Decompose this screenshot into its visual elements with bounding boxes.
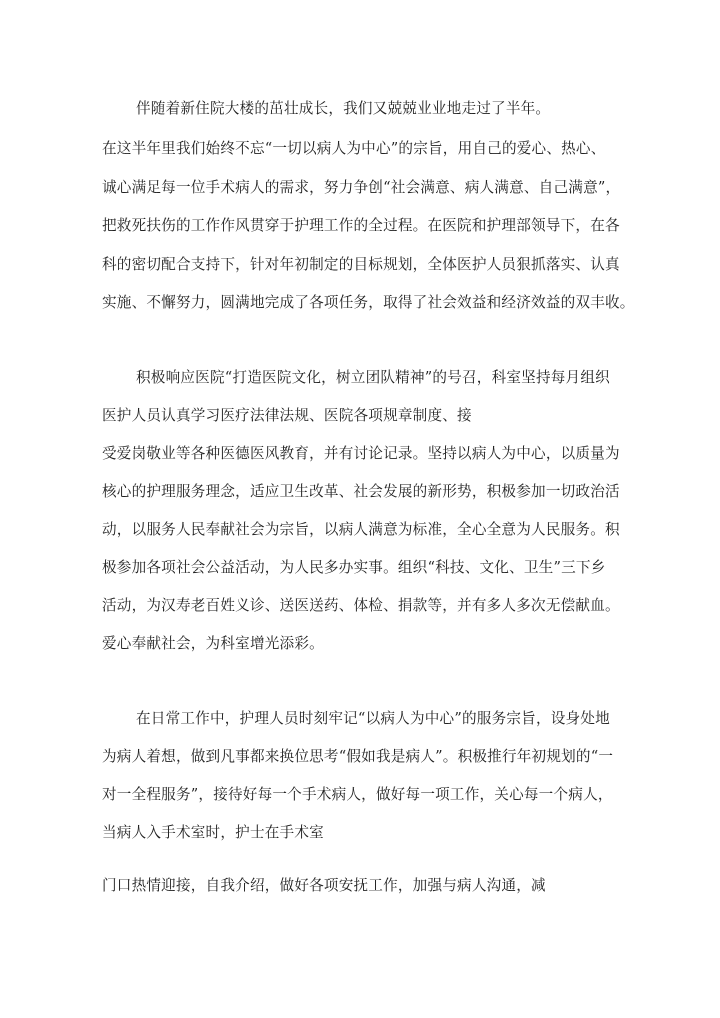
paragraph-2-line-1: 在这半年里我们始终不忘“一切以病人为中心”的宗旨，用自己的爱心、热心、	[102, 140, 606, 157]
paragraph-4-line-5: 门口热情迎接，自我介绍，做好各项安抚工作，加强与病人沟通，减	[102, 877, 546, 894]
paragraph-3-line-4: 核心的护理服务理念，适应卫生改革、社会发展的新形势，积极参加一切政治活	[102, 483, 620, 500]
paragraph-2-line-5: 实施、不懈努力，圆满地完成了各项任务，取得了社会效益和经济效益的双丰收。	[102, 294, 635, 311]
paragraph-4-line-4: 当病人入手术室时，护士在手术室	[102, 824, 324, 841]
paragraph-1-line-1: 伴随着新住院大楼的茁壮成长，我们又兢兢业业地走过了半年。	[136, 100, 551, 117]
paragraph-3-line-3: 受爱岗敬业等各种医德医风教育，并有讨论记录。坚持以病人为中心，以质量为	[102, 445, 620, 462]
paragraph-3-line-6: 极参加各项社会公益活动，为人民多办实事。组织“科技、文化、卫生”三下乡	[102, 559, 606, 576]
paragraph-2-line-4: 科的密切配合支持下，针对年初制定的目标规划，全体医护人员狠抓落实、认真	[102, 256, 620, 273]
paragraph-3-line-7: 活动，为汉寿老百姓义诊、送医送药、体检、捐款等，并有多人多次无偿献血。	[102, 597, 620, 614]
paragraph-3-line-1: 积极响应医院“打造医院文化，树立团队精神”的号召，科室坚持每月组织	[136, 369, 610, 386]
paragraph-2-line-2: 诚心满足每一位手术病人的需求，努力争创“社会满意、病人满意、自己满意”，	[102, 179, 621, 196]
paragraph-4-line-1: 在日常工作中，护理人员时刻牢记“以病人为中心”的服务宗旨，设身处地	[136, 710, 610, 727]
paragraph-3-line-5: 动，以服务人民奉献社会为宗旨，以病人满意为标准，全心全意为人民服务。积	[102, 521, 620, 538]
paragraph-3-line-2: 医护人员认真学习医疗法律法规、医院各项规章制度、接	[102, 407, 472, 424]
paragraph-4-line-2: 为病人着想，做到凡事都来换位思考“假如我是病人”。积极推行年初规划的“一	[102, 748, 614, 765]
paragraph-2-line-3: 把救死扶伤的工作作风贯穿于护理工作的全过程。在医院和护理部领导下，在各	[102, 217, 620, 234]
paragraph-3-line-8: 爱心奉献社会，为科室增光添彩。	[102, 635, 324, 652]
paragraph-4-line-3: 对一全程服务”，接待好每一个手术病人，做好每一项工作，关心每一个病人，	[102, 786, 613, 803]
